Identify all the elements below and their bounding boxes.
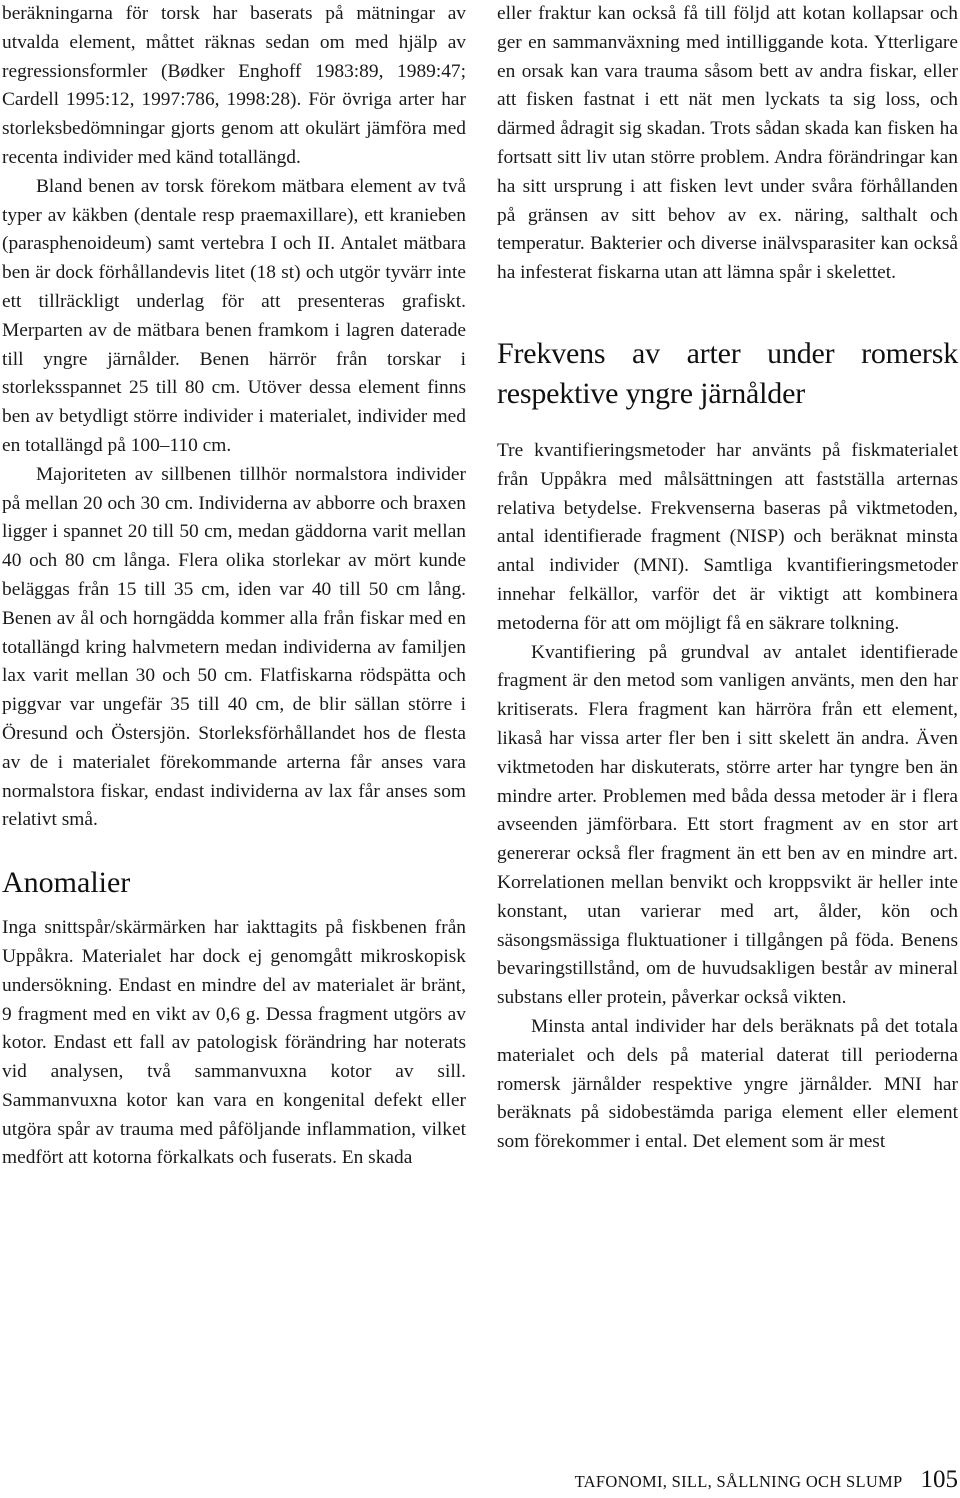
left-column — [2, 0, 466, 1173]
page-footer — [545, 1466, 958, 1494]
paragraph-quantification-methods: Tre kvantifieringsmetoder har använts på fiskmaterialet från Uppåkra med målsättningen att fastställa arternas relativa betydelse. Frekvenserna baseras på viktmetoden, antal identifierade fragment (NISP) och beräknat minsta antal individer (MNI). Samtliga kvantifieringsmetoder innehar felkällor, varför det är viktigt att kombinera metoderna för att om möjligt få en säkrare tolkning. — [497, 439, 958, 634]
right-column — [497, 0, 958, 1157]
paragraph-cod-bones: Bland benen av torsk förekom mätbara element av två typer av käkben (dentale resp praemaxillare), ett kranieben (parasphenoideum) samt vertebra I och II. Antalet mätbara ben är dock förhållandevis litet (18 st) och utgör tyvärr inte ett tillräckligt underlag för att presenteras grafiskt. Merparten av de mätbara benen framkom i lagren daterade till yngre järnålder. Benen härrör från torskar i storleksspannet 25 till 80 cm. Utöver dessa element finns ben av betydligt större individer i materialet, individer med en totallängd på 100–110 cm. — [2, 175, 466, 456]
paragraph-fish-sizes: Majoriteten av sillbenen tillhör normalstora individer på mellan 20 och 30 cm. Individerna av abborre och braxen ligger i spannet 20 till 50 cm, medan gäddorna varit mellan 40 och 80 cm långa. Flera olika storlekar av mört kunde beläggas från 15 till 35 cm, iden var 40 till 50 cm lång. Benen av ål och horngädda kommer alla från fiskar med en totallängd kring halvmetern medan individerna av familjen lax varit mellan 30 och 50 cm. Flatfiskarna rödspätta och piggvar var ungefär 35 till 40 cm, de blir sällan större i Öresund och Östersjön. Storleksförhållandet hos de flesta av de i materialet förekommande arterna får anses vara normalstora fiskar, endast individerna av lax får anses som relativt små. — [2, 463, 466, 831]
paragraph-mni: Minsta antal individer har dels beräknats på det totala materialet och dels på material daterat till perioderna romersk järnålder respektive yngre järnålder. MNI har beräknats på sidobestämda pariga element eller element som förekommer i ental. Det element som är mest — [497, 1015, 958, 1153]
paragraph-anomalies: Inga snittspår/skärmärken har iakttagits på fiskbenen från Uppåkra. Materialet har dock ej genomgått mikroskopisk undersökning. Endast en mindre del av materialet är bränt, 9 fragment med en vikt av 0,6 g. Dessa fragment utgörs av kotor. Endast ett fall av patologisk förändring har noterats vid analysen, två sammanvuxna kotor av sill. Sammanvuxna kotor kan vara en kongenital defekt eller utgöra spår av trauma med påföljande inflammation, vilket medfört att kotorna förkalkats och fuserats. En skada — [2, 917, 466, 1169]
paragraph-fragment-quantification: Kvantifiering på grundval av antalet identifierade fragment är den metod som vanligen använts, men den har kritiserats. Flera fragment kan härröra från ett element, likaså har vissa arter fler ben i sitt skelett än andra. Även viktmetoden har diskuterats, större arter har tyngre ben än mindre arter. Problemen med båda dessa metoder är i flera avseenden jämförbara. Ett stort fragment av en stor art genererar också fler fragment än ett ben av en mindre art. Korrelationen mellan benvikt och kroppsvikt är heller inte konstant, utan varierar med art, ålder, kön och säsongsmässiga fluktuationer i tillgången på föda. Benens bevaringstillstånd, om de huvudsakligen består av mineral substans eller protein, påverkar också vikten. — [497, 641, 958, 1009]
section-heading-frekvens: Frekvens av arter under romersk respektive yngre järnålder — [497, 336, 958, 410]
section-heading-anomalier: Anomalier — [2, 866, 131, 900]
running-title: TAFONOMI, SILL, SÅLLNING OCH SLUMP — [574, 1472, 903, 1491]
paragraph-fracture-causes: eller fraktur kan också få till följd att kotan kollapsar och ger en sammanväxning med intilliggande kota. Ytterligare en orsak kan vara trauma såsom bett av andra fiskar, eller att fisken fastnat i ett nät men lyckats ta sig loss, och därmed ådragit sig skadan. Trots sådan skada kan fisken ha fortsatt sitt liv utan större problem. Andra förändringar kan ha sitt ursprung i att fisken levt under svåra förhållanden på gränsen av sitt behov av ex. näring, salthalt och temperatur. Bakterier och diverse inälvsparasiter kan också ha infesterat fiskarna utan att lämna spår i skelettet. — [497, 3, 958, 284]
paragraph-measurement-methods: beräkningarna för torsk har baserats på mätningar av utvalda element, måttet räknas sedan om med hjälp av regressionsformler (Bødker Enghoff 1983:89, 1989:47; Cardell 1995:12, 1997:786, 1998:28). För övriga arter har storleksbedömningar gjorts genom att okulärt jämföra med recenta individer med känd totallängd. — [2, 3, 466, 168]
page-number: 105 — [920, 1466, 958, 1493]
